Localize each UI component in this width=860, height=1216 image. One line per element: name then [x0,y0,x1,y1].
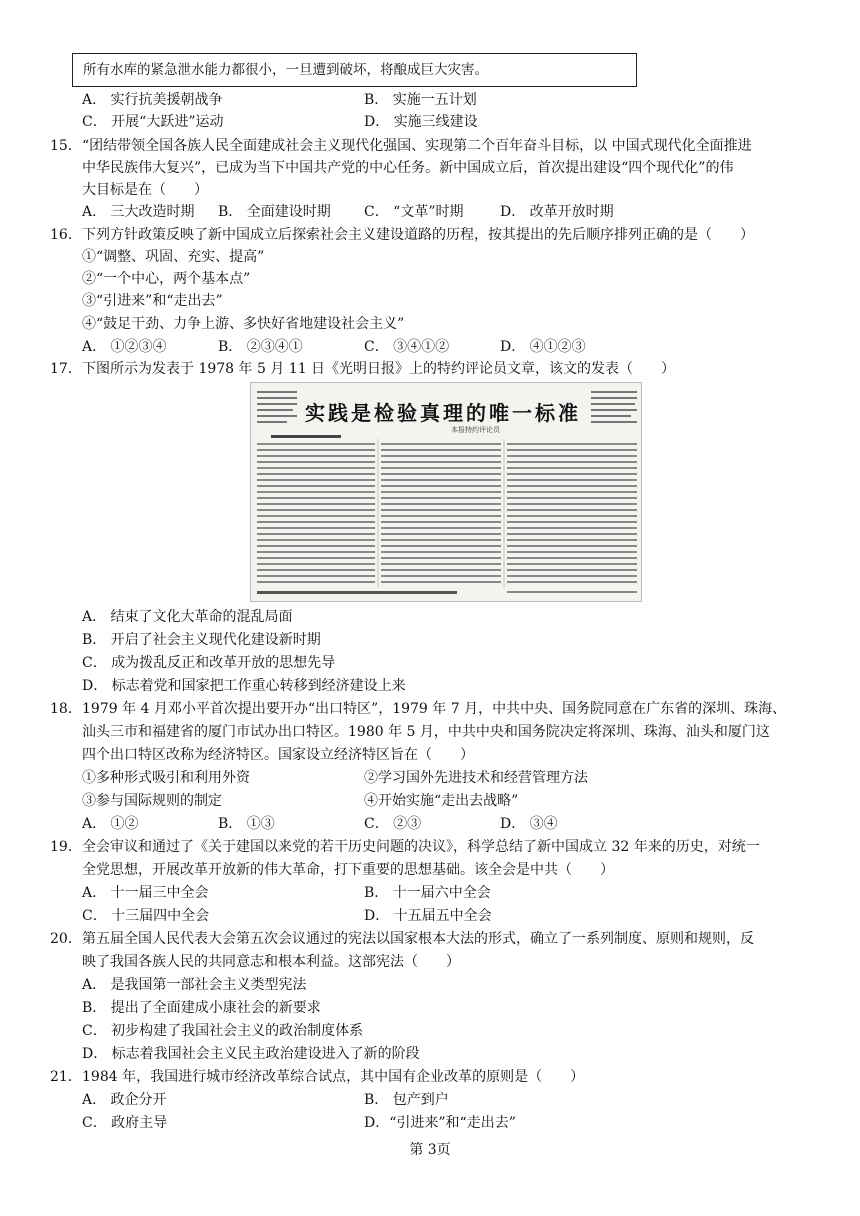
newspaper-headline: 实践是检验真理的唯一标准 [305,401,581,425]
q15-stem-line: “团结带领全国各族人民全面建成社会主义现代化强国、实现第二个百年奋斗目标，以 中国式现代化全面推进 [82,138,752,154]
q17-number: 17． [50,361,82,377]
q18-item: ②学习国外先进技术和经营管理方法 [364,770,588,786]
newspaper-clipping-image [250,382,642,602]
q14-option-c[interactable]: C． 开展“大跃进”运动 [82,114,224,130]
q18-item: ①多种形式吸引和利用外资 [82,770,250,786]
q20-option-b[interactable]: B． 提出了全面建成小康社会的新要求 [82,1000,321,1016]
q21-stem: 1984 年，我国进行城市经济改革综合试点，其中国有企业改革的原则是（ ） [82,1069,585,1085]
q19-option-c[interactable]: C． 十三届四中全会 [82,908,210,924]
q19-option-a[interactable]: A． 十一届三中全会 [82,885,209,901]
q16-option-a[interactable]: A． ①②③④ [82,339,167,355]
q17-option-d[interactable]: D． 标志着党和国家把工作重心转移到经济建设上来 [82,678,406,694]
q16-stem: 下列方针政策反映了新中国成立后探索社会主义建设道路的历程，按其提出的先后顺序排列正确的是（ ） [82,227,754,243]
q20-option-c[interactable]: C． 初步构建了我国社会主义的政治制度体系 [82,1023,364,1039]
q18-option-a[interactable]: A． ①② [82,816,139,832]
q15-option-b[interactable]: B． 全面建设时期 [218,204,331,220]
q16-number: 16． [50,227,82,243]
q16-option-c[interactable]: C． ③④①② [364,339,450,355]
q18-stem-line: 汕头三市和福建省的厦门市试办出口特区。1980 年 5 月，中共中央和国务院决定将深圳、珠海、汕头和厦门这 [82,724,770,740]
q14-option-a[interactable]: A． 实行抗美援朝战争 [82,92,223,108]
q18-option-b[interactable]: B． ①③ [218,816,275,832]
q20-option-a[interactable]: A． 是我国第一部社会主义类型宪法 [82,977,307,993]
q15-option-d[interactable]: D． 改革开放时期 [500,204,614,220]
q18-option-c[interactable]: C． ②③ [364,816,422,832]
q19-stem-line: 全党思想，开展改革开放新的伟大革命，打下重要的思想基础。该全会是中共（ ） [82,862,614,878]
q18-stem-line: 四个出口特区改称为经济特区。国家设立经济特区旨在（ ） [82,747,474,763]
q15-number: 15． [50,138,82,154]
q19-option-d[interactable]: D． 十五届五中全会 [364,908,492,924]
q17-option-b[interactable]: B． 开启了社会主义现代化建设新时期 [82,632,321,648]
q18-number: 18． [50,701,82,717]
q21-number: 21． [50,1069,82,1085]
q16-item: ②“一个中心，两个基本点” [82,271,251,287]
q17-option-c[interactable]: C． 成为拨乱反正和改革开放的思想先导 [82,655,336,671]
q15-option-a[interactable]: A． 三大改造时期 [82,204,195,220]
q14-option-d[interactable]: D． 实施三线建设 [364,114,478,130]
q18-option-d[interactable]: D． ③④ [500,816,558,832]
q17-stem: 下图所示为发表于 1978 年 5 月 11 日《光明日报》上的特约评论员文章，该文的发表（ ） [82,361,676,377]
q20-option-d[interactable]: D． 标志着我国社会主义民主政治建设进入了新的阶段 [82,1046,420,1062]
q21-option-a[interactable]: A． 政企分开 [82,1092,167,1108]
q19-option-b[interactable]: B． 十一届六中全会 [364,885,491,901]
q20-number: 20． [50,931,82,947]
q15-stem-line: 中华民族伟大复兴”，已成为当下中国共产党的中心任务。新中国成立后，首次提出建设“四个现代化”的伟 [82,160,734,176]
newspaper-byline: 本报特约评论员 [451,426,500,434]
q18-stem-line: 1979 年 4 月邓小平首次提出要开办“出口特区”，1979 年 7 月，中共中央、国务院同意在广东省的深圳、珠海、 [82,701,787,717]
q16-option-b[interactable]: B． ②③④① [218,339,303,355]
q21-option-b[interactable]: B． 包产到户 [364,1092,449,1108]
q14-option-b[interactable]: B． 实施一五计划 [364,92,477,108]
q19-number: 19． [50,839,82,855]
q16-item: ④“鼓足干劲、力争上游、多快好省地建设社会主义” [82,316,405,332]
q18-item: ③参与国际规则的制定 [82,793,222,809]
q15-stem-line: 大目标是在（ ） [82,182,208,198]
q20-stem-line: 第五届全国人民代表大会第五次会议通过的宪法以国家根本大法的形式，确立了一系列制度、原则和规则，反 [82,931,754,947]
q16-item: ①“调整、巩固、充实、提高” [82,249,265,265]
q20-stem-line: 映了我国各族人民的共同意志和根本利益。这部宪法（ ） [82,954,460,970]
q16-option-d[interactable]: D． ④①②③ [500,339,586,355]
q21-option-d[interactable]: D．“引进来”和“走出去” [364,1115,516,1131]
quoted-material-box: 所有水库的紧急泄水能力都很小，一旦遭到破坏，将酿成巨大灾害。 [72,53,637,87]
q16-item: ③“引进来”和“走出去” [82,293,223,309]
q18-item: ④开始实施“走出去战略” [364,793,519,809]
page-number: 第 3页 [409,1142,451,1158]
q15-option-c[interactable]: C． “文革”时期 [364,204,464,220]
q19-stem-line: 全会审议和通过了《关于建国以来党的若干历史问题的决议》，科学总结了新中国成立 32 年来的历史，对统一 [82,839,760,855]
q17-option-a[interactable]: A． 结束了文化大革命的混乱局面 [82,609,293,625]
q21-option-c[interactable]: C． 政府主导 [82,1115,168,1131]
